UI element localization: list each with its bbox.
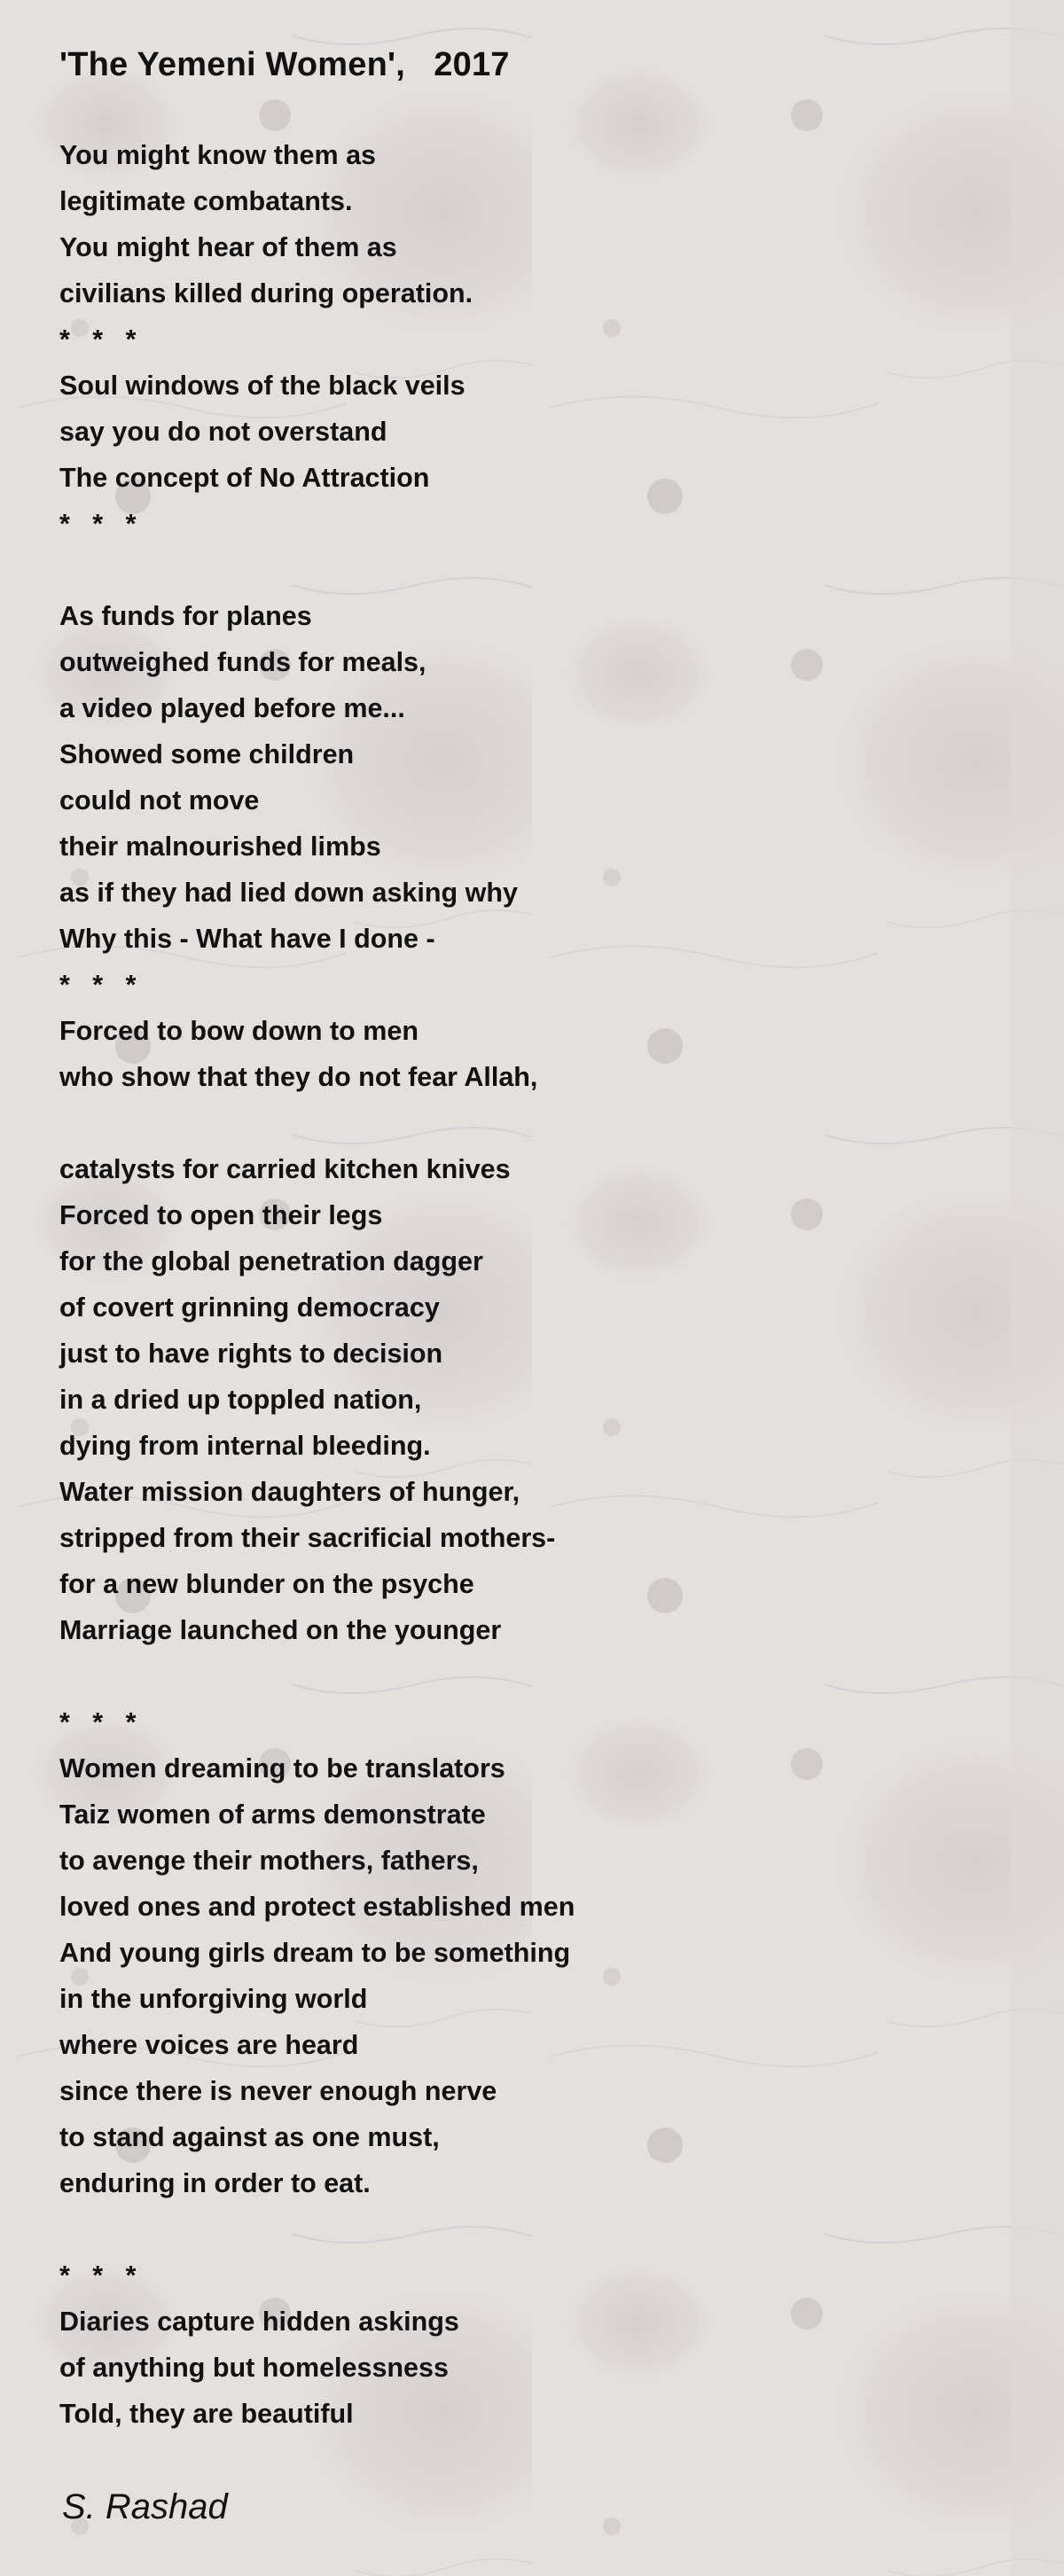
poem-line: who show that they do not fear Allah, <box>59 1062 538 1092</box>
poem-line: Showed some children <box>59 739 355 769</box>
poem-line: Forced to open their legs <box>59 1200 383 1230</box>
blank-line <box>59 1653 575 1699</box>
poem-line: of covert grinning democracy <box>59 1292 440 1323</box>
poem-line: to stand against as one must, <box>59 2122 440 2152</box>
poem-line: could not move <box>59 785 260 816</box>
blank-line <box>59 2206 575 2252</box>
stanza-separator: * * * <box>59 509 137 539</box>
poem-line: The concept of No Attraction <box>59 463 430 493</box>
stanza-separator: * * * <box>59 2260 137 2291</box>
stanza-separator: * * * <box>59 1707 137 1737</box>
poem-title: 'The Yemeni Women', 2017 <box>59 46 510 83</box>
poem-line: Forced to bow down to men <box>59 1016 419 1046</box>
poem-line: in a dried up toppled nation, <box>59 1385 422 1415</box>
poem-line: Why this - What have I done - <box>59 924 435 954</box>
poem-line: You might know them as <box>59 140 376 170</box>
poem-line: loved ones and protect established men <box>59 1892 575 1922</box>
poem-author: S. Rashad <box>62 2487 228 2526</box>
blank-line <box>59 547 575 593</box>
poem-line: Diaries capture hidden askings <box>59 2307 459 2337</box>
poem-line: dying from internal bleeding. <box>59 1431 431 1461</box>
poem-line: as if they had lied down asking why <box>59 878 518 908</box>
poem-line: enduring in order to eat. <box>59 2168 371 2198</box>
poem-line: You might hear of them as <box>59 232 397 262</box>
poem-line: outweighed funds for meals, <box>59 647 426 677</box>
poem-line: for the global penetration dagger <box>59 1246 483 1276</box>
poem-line: catalysts for carried kitchen knives <box>59 1154 511 1184</box>
poem-line: Marriage launched on the younger <box>59 1615 502 1645</box>
poem-line: for a new blunder on the psyche <box>59 1569 474 1599</box>
poem-line: where voices are heard <box>59 2030 359 2060</box>
poem-line: legitimate combatants. <box>59 186 353 216</box>
poem-line: since there is never enough nerve <box>59 2076 497 2106</box>
stanza-separator: * * * <box>59 324 137 355</box>
blank-line <box>59 1100 575 1146</box>
poem-line: And young girls dream to be something <box>59 1938 571 1968</box>
poem-line: say you do not overstand <box>59 417 387 447</box>
poem-line: a video played before me... <box>59 693 405 723</box>
poem-line: As funds for planes <box>59 601 312 631</box>
poem-line: Soul windows of the black veils <box>59 371 466 401</box>
poem-line: stripped from their sacrificial mothers- <box>59 1523 556 1553</box>
poem-body <box>59 132 575 2437</box>
poem-line: civilians killed during operation. <box>59 278 473 308</box>
poem-line: in the unforgiving world <box>59 1984 368 2014</box>
poem-line: Taiz women of arms demonstrate <box>59 1799 486 1830</box>
poem-line: Water mission daughters of hunger, <box>59 1477 520 1507</box>
poem-line: Women dreaming to be translators <box>59 1753 505 1784</box>
poem-line: their malnourished limbs <box>59 831 381 862</box>
poem-line: to avenge their mothers, fathers, <box>59 1846 479 1876</box>
poem-line: just to have rights to decision <box>59 1339 443 1369</box>
stanza-separator: * * * <box>59 970 137 1000</box>
poem-line: Told, they are beautiful <box>59 2399 354 2429</box>
poem-line: of anything but homelessness <box>59 2353 449 2383</box>
